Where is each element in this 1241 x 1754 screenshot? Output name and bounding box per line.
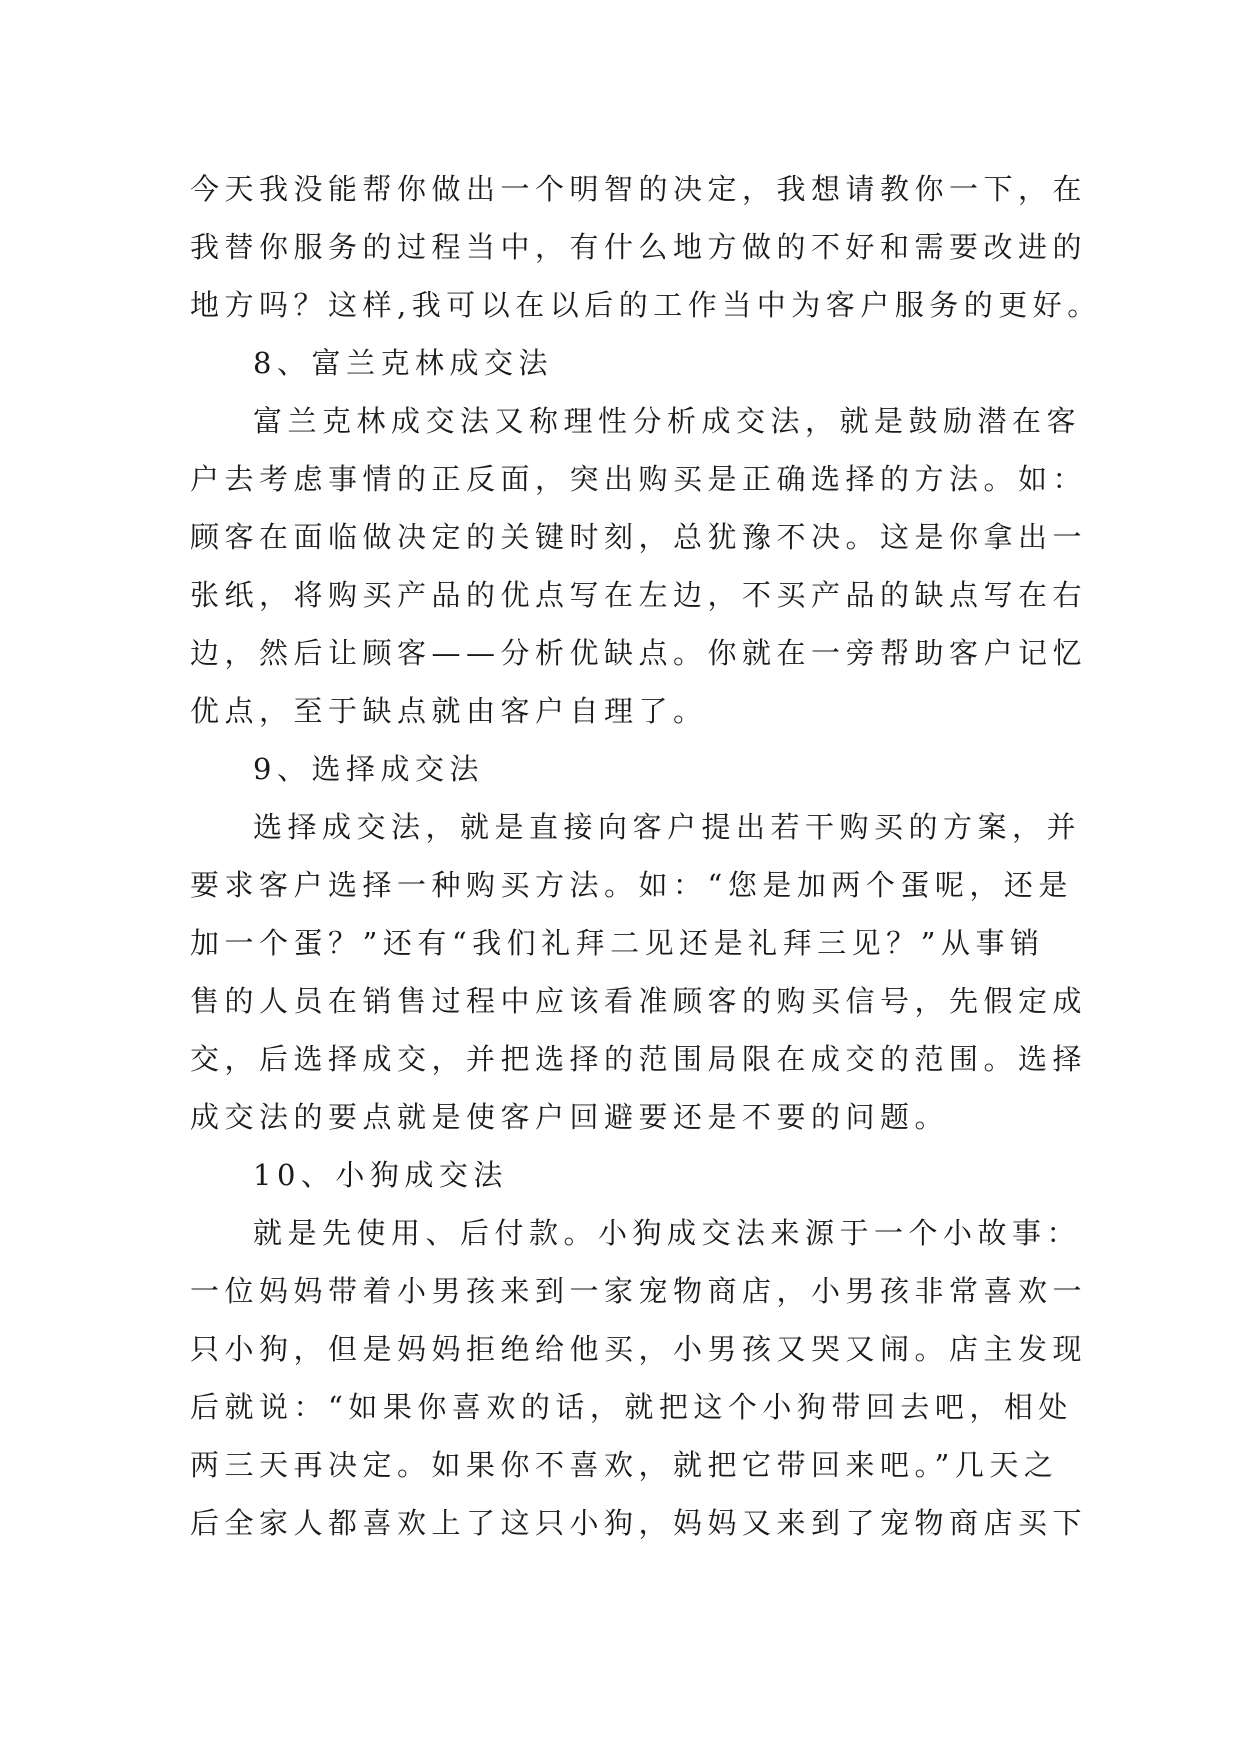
text-line: 我替你服务的过程当中，有什么地方做的不好和需要改进的 bbox=[190, 230, 1088, 264]
text-line: 顾客在面临做决定的关键时刻，总犹豫不决。这是你拿出一 bbox=[190, 520, 1088, 554]
text-line: 加一个蛋？”还有“我们礼拜二见还是礼拜三见？”从事销 bbox=[190, 926, 1045, 960]
text-line: 要求客户选择一种购买方法。如：“您是加两个蛋呢，还是 bbox=[190, 868, 1073, 902]
text-line: 优点，至于缺点就由客户自理了。 bbox=[190, 694, 708, 728]
text-line: 地方吗？这样,我可以在以后的工作当中为客户服务的更好。 bbox=[190, 288, 1102, 322]
section-heading-10: 10、小狗成交法 bbox=[253, 1158, 508, 1192]
text-line: 两三天再决定。如果你不喜欢，就把它带回来吧。”几天之 bbox=[190, 1448, 1059, 1482]
text-line: 一位妈妈带着小男孩来到一家宠物商店，小男孩非常喜欢一 bbox=[190, 1274, 1088, 1308]
paragraph-start: 就是先使用、后付款。小狗成交法来源于一个小故事： bbox=[253, 1216, 1082, 1250]
text-line: 成交法的要点就是使客户回避要还是不要的问题。 bbox=[190, 1100, 950, 1134]
text-line: 边，然后让顾客——分析优缺点。你就在一旁帮助客户记忆 bbox=[190, 636, 1088, 670]
text-line: 今天我没能帮你做出一个明智的决定，我想请教你一下，在 bbox=[190, 172, 1088, 206]
paragraph-start: 富兰克林成交法又称理性分析成交法，就是鼓励潜在客 bbox=[253, 404, 1082, 438]
text-line: 户去考虑事情的正反面，突出购买是正确选择的方法。如： bbox=[190, 462, 1088, 496]
text-line: 只小狗，但是妈妈拒绝给他买，小男孩又哭又闹。店主发现 bbox=[190, 1332, 1088, 1366]
document-body bbox=[190, 160, 1102, 1552]
section-heading-8: 8、富兰克林成交法 bbox=[253, 346, 553, 380]
section-heading-9: 9、选择成交法 bbox=[253, 752, 484, 786]
paragraph-start: 选择成交法，就是直接向客户提出若干购买的方案，并 bbox=[253, 810, 1082, 844]
text-line: 交，后选择成交，并把选择的范围局限在成交的范围。选择 bbox=[190, 1042, 1088, 1076]
text-line: 后全家人都喜欢上了这只小狗，妈妈又来到了宠物商店买下 bbox=[190, 1506, 1088, 1540]
text-line: 张纸，将购买产品的优点写在左边，不买产品的缺点写在右 bbox=[190, 578, 1088, 612]
text-line: 后就说：“如果你喜欢的话，就把这个小狗带回去吧，相处 bbox=[190, 1390, 1073, 1424]
text-line: 售的人员在销售过程中应该看准顾客的购买信号，先假定成 bbox=[190, 984, 1088, 1018]
